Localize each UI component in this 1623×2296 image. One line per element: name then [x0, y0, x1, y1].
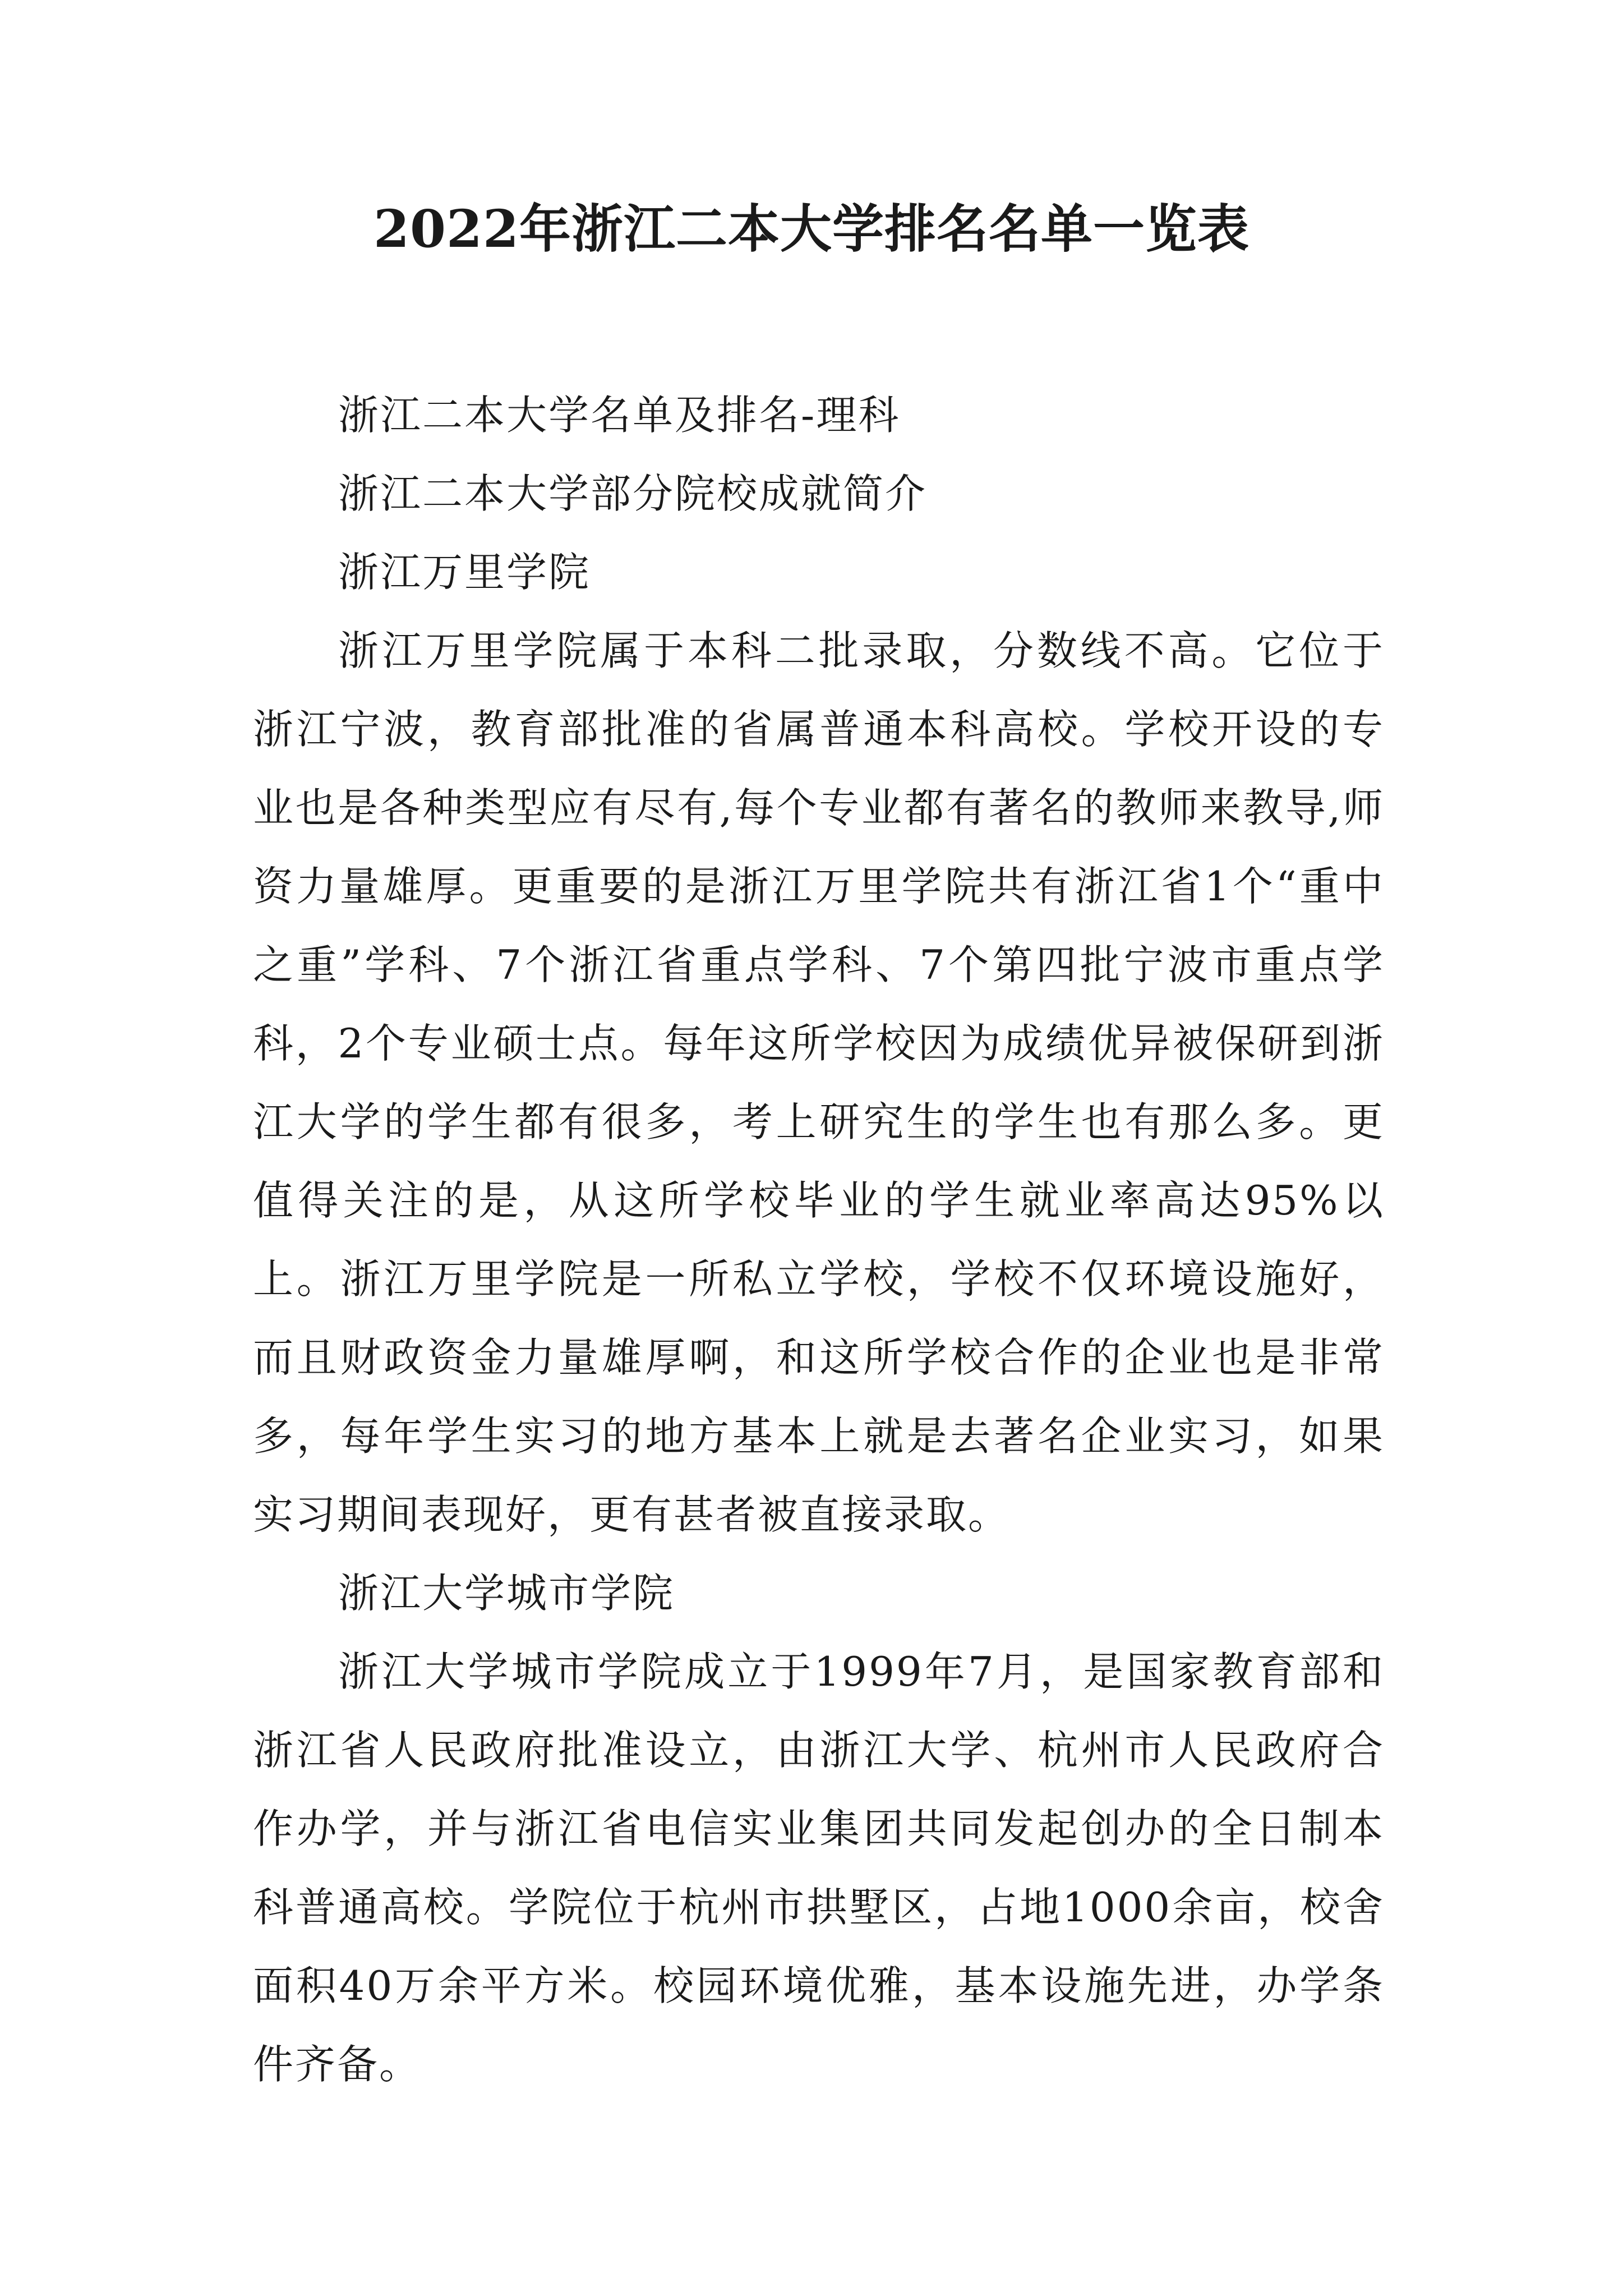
paragraph-city-college: 浙江大学城市学院成立于1999年7月，是国家教育部和浙江省人民政府批准设立，由浙江大学、杭州市人民政府合作办学，并与浙江省电信实业集团共同发起创办的全日制本科普通高校。学院位于杭州市拱墅区，占地1000余亩，校舍面积40万余平方米。校园环境优雅，基本设施先进，办学条件齐备。: [253, 1648, 1385, 2088]
section-heading-city-college: 浙江大学城市学院: [338, 1570, 675, 1617]
paragraph-wanli: 浙江万里学院属于本科二批录取，分数线不高。它位于浙江宁波，教育部批准的省属普通本科高校。学校开设的专业也是各种类型应有尽有,每个专业都有著名的教师来教导,师资力量雄厚。更重要的是浙江万里学院共有浙江省1个“重中之重”学科、7个浙江省重点学科、7个第四批宁波市重点学科，2个专业硕士点。每年这所学校因为成绩优异被保研到浙江大学的学生都有很多，考上研究生的学生也有那么多。更值得关注的是，从这所学校毕业的学生就业率高达95%以上。浙江万里学院是一所私立学校，学校不仅环境设施好，而且财政资金力量雄厚啊，和这所学校合作的企业也是非常多，每年学生实习的地方基本上就是去著名企业实习，如果实习期间表现好，更有甚者被直接录取。: [253, 627, 1385, 1538]
document-title: 2022年浙江二本大学排名名单一览表: [373, 199, 1250, 259]
document-body: [253, 376, 1385, 2104]
section-heading-wanli: 浙江万里学院: [338, 549, 591, 596]
subheading-achievements: 浙江二本大学部分院校成就简介: [338, 470, 928, 517]
subheading-ranking-list: 浙江二本大学名单及排名-理科: [338, 392, 901, 439]
